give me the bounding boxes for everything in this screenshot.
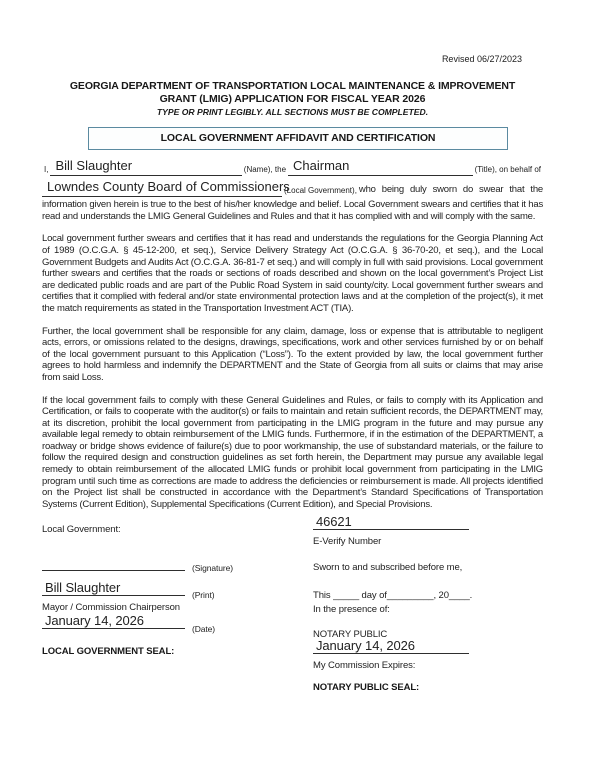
presence-label: In the presence of: [313, 604, 390, 616]
print-name-field[interactable]: Bill Slaughter [45, 580, 121, 596]
document-title [42, 80, 543, 105]
title-field[interactable]: Chairman [288, 158, 473, 176]
intro-prefix: I, [44, 165, 49, 175]
instructions-line: TYPE OR PRINT LEGIBLY. ALL SECTIONS MUST BE COMPLETED. [156, 107, 429, 118]
signature-line[interactable] [42, 556, 185, 571]
everify-number-field[interactable]: 46621 [316, 514, 352, 530]
print-label: (Print) [192, 590, 215, 601]
commission-expires-field[interactable]: January 14, 2026 [316, 638, 415, 654]
date-field[interactable]: January 14, 2026 [45, 613, 144, 629]
signature-form-area [42, 514, 543, 776]
notary-public-seal-label: NOTARY PUBLIC SEAL: [313, 682, 420, 694]
name-field[interactable]: Bill Slaughter [50, 158, 241, 176]
day-of-line[interactable]: This _____ day of_________, 20____. [313, 590, 473, 602]
local-government-seal-label: LOCAL GOVERNMENT SEAL: [42, 646, 175, 658]
date-label: (Date) [192, 624, 216, 635]
name-field-label: (Name), the [243, 165, 287, 175]
title-line-2: GRANT (LMIG) APPLICATION FOR FISCAL YEAR 2026 [159, 92, 426, 105]
paragraph-1: information given herein is true to the best of his/her knowledge and belief. Local Government swears and certifies that it has read and understands the LMIG General Guidelines and Rules and that it has complied with and will comply with the same. [42, 199, 543, 222]
local-government-label: Local Government: [42, 524, 121, 536]
title-line-1: GEORGIA DEPARTMENT OF TRANSPORTATION LOCAL MAINTENANCE & IMPROVEMENT [69, 80, 516, 92]
commission-expires-label: My Commission Expires: [313, 660, 416, 672]
notary-public-label: NOTARY PUBLIC [313, 629, 388, 641]
government-row [42, 179, 543, 197]
local-government-field[interactable]: Lowndes County Board of Commissioners [42, 179, 282, 197]
position-label: Mayor / Commission Chairperson [42, 602, 180, 614]
paragraph-3: Further, the local government shall be responsible for any claim, damage, loss or expense that is attributable to negligent acts, errors, or omissions related to the designs, drawings, specifications, work and other services furnished by or on behalf of the local government pursuant to this Application (“Loss”). To the extent provided by law, the local government further agrees to hold harmless and indemnify the DEPARTMENT and the State of Georgia from all suits or claims that may arise from said Loss. [42, 325, 543, 383]
section-header-box: LOCAL GOVERNMENT AFFIDAVIT AND CERTIFICATION [88, 127, 508, 150]
name-title-row [42, 158, 543, 176]
title-field-label: (Title), on behalf of [474, 165, 541, 175]
paragraph-4: If the local government fails to comply with these General Guidelines and Rules, or fails to comply with its Application and Certification, or fails to cooperate with the auditor(s) or fails to maintain and retain sufficient records, the DEPARTMENT may, at its discretion, prohibit the local government from participating in the LMIG program in the future and may pursue any available legal remedy to obtain reimbursement of the LMIG funds. Furthermore, if in the estimation of the DEPARTMENT, a roadway or bridge shows evidence of failure(s) due to poor workmanship, the use of substandard materials, or the failure to follow the required design and construction guidelines as set forth herein, the Department may pursue any available legal remedy to obtain reimbursement of the allocated LMIG funds or prohibit local government from participating in the LMIG program until such time as corrections are made to address the deficiencies or reimbursement is made. All projects identified on the Project list shall be constructed in accordance with the Department’s Standard Specifications of Transportation Systems (Current Edition), Supplemental Specifications (Current Edition), and Special Provisions. [42, 394, 543, 510]
local-government-field-label: (Local Government), [284, 186, 357, 196]
signature-label: (Signature) [192, 563, 233, 574]
paragraph-2: Local government further swears and certifies that it has read and understands the regulations for the Georgia Planning Act of 1989 (O.C.G.A. § 45-12-200, et seq.), Service Delivery Strategy Act (O.C.G.A. § 36-70-20, et seq.), and the Local Government Budgets and Audits Act (O.C.G.A. 36-81-7 et seq.) and will comply in full with said provisions. Local government further swears and certifies that the roads or sections of roads described and shown on the local government’s Project List are dedicated public roads and are part of the Public Road System in said county/city. Local government further swears and certifies that it complied with federal and/or state environmental protection laws and at the completion of the project(s), it met the match requirements as stated in the Transportation Investment ACT (TIA). [42, 233, 543, 314]
everify-label: E-Verify Number [313, 536, 382, 548]
intro-continuation: who being duly sworn do swear that the [358, 184, 543, 196]
sworn-text: Sworn to and subscribed before me, [313, 562, 463, 574]
revised-date: Revised 06/27/2023 [441, 54, 522, 64]
